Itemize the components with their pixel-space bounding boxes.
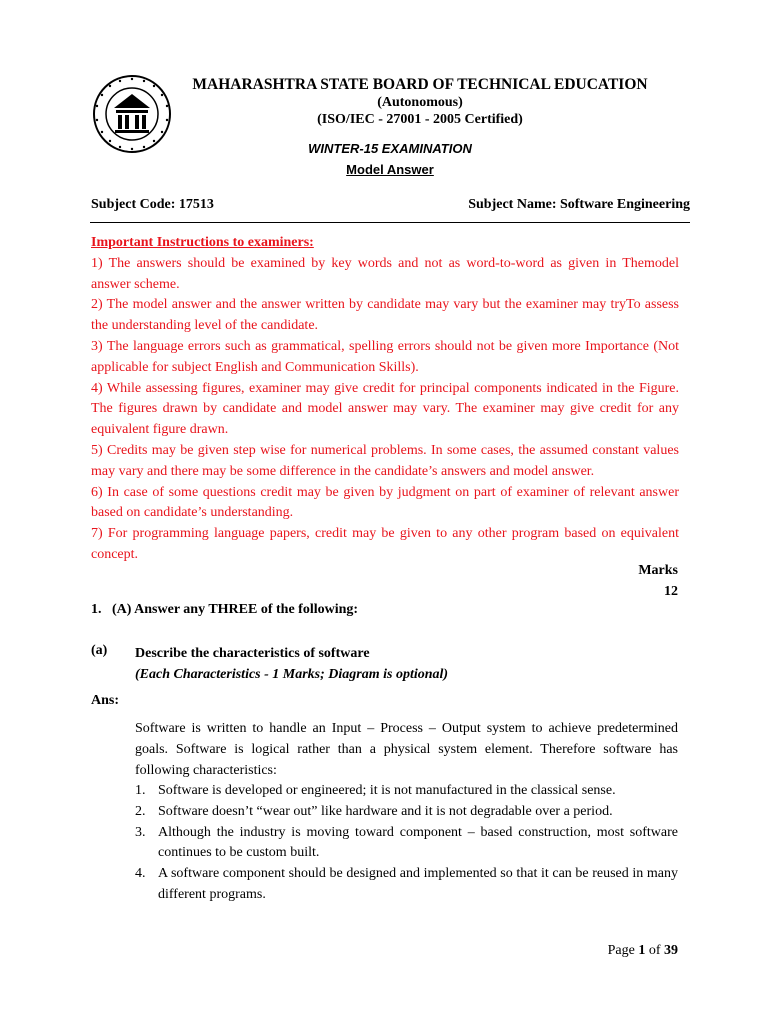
header-divider: [90, 222, 690, 223]
list-item-text: A software component should be designed and implemented so that it can be reused in many different programs.: [158, 866, 678, 902]
board-title: MAHARASHTRA STATE BOARD OF TECHNICAL EDUCATION: [192, 76, 648, 93]
subquestion-title: Describe the characteristics of software: [135, 646, 370, 661]
instruction-item: 5) Credits may be given step wise for numerical problems. In some cases, the assumed constant values may vary and there may be some difference in the candidate’s answers and model answer.: [91, 442, 679, 479]
list-item: [135, 802, 678, 823]
certification-label: (ISO/IEC - 27001 - 2005 Certified): [317, 112, 523, 127]
autonomous-label: (Autonomous): [377, 95, 463, 110]
list-item-number: 3.: [135, 824, 146, 840]
marks-block: [638, 560, 678, 602]
characteristics-list: [135, 781, 678, 906]
question-heading: 1. (A) Answer any THREE of the following:: [91, 602, 359, 617]
instruction-item: 1) The answers should be examined by key words and not as word-to-word as given in Themodel answer scheme.: [91, 255, 679, 292]
marks-label: Marks: [638, 563, 678, 578]
subject-code: Subject Code: 17513: [91, 197, 214, 212]
exam-title: WINTER-15 EXAMINATION: [308, 141, 472, 156]
page-of: of: [645, 943, 664, 958]
instruction-item: 2) The model answer and the answer written by candidate may vary but the examiner may tryTo assess the understanding level of the candidate.: [91, 297, 679, 334]
instruction-item: 6) In case of some questions credit may be given by judgment on part of examiner of relevant answer based on candidate’s understanding.: [91, 484, 679, 521]
list-item-text: Although the industry is moving toward component – based construction, most software continues to be custom built.: [158, 824, 678, 861]
instruction-item: 7) For programming language papers, credit may be given to any other program based on equivalent concept.: [91, 526, 679, 562]
list-item-number: 2.: [135, 803, 146, 819]
list-item: [135, 823, 678, 865]
answer-intro: Software is written to handle an Input – Process – Output system to achieve predetermined goals. Software is logical rather than a physical system element. Therefore software has following characteristics:: [135, 721, 678, 778]
page-total: 39: [664, 943, 678, 958]
subject-name: Subject Name: Software Engineering: [468, 197, 690, 212]
page-number: [608, 943, 678, 959]
examiner-instructions: [91, 233, 679, 566]
list-item: [135, 781, 678, 802]
list-item-number: 4.: [135, 866, 146, 882]
page-prefix: Page: [607, 943, 639, 958]
subquestion-marking-note: (Each Characteristics - 1 Marks; Diagram is optional): [135, 667, 449, 682]
marks-value: 12: [664, 584, 678, 599]
list-item-text: Software is developed or engineered; it is not manufactured in the classical sense.: [158, 783, 616, 798]
model-answer-title: Model Answer: [346, 162, 434, 177]
answer-label: Ans:: [91, 693, 120, 708]
instruction-item: 3) The language errors such as grammatical, spelling errors should not be given more Importance (Not applicable for subject English and Communication Skills).: [91, 338, 679, 375]
subquestion-label: (a): [91, 643, 108, 658]
list-item-text: Software doesn’t “wear out” like hardware and it is not degradable over a period.: [158, 803, 613, 819]
subquestion: [135, 643, 448, 685]
list-item-number: 1.: [135, 783, 146, 798]
instructions-title: Important Instructions to examiners:: [91, 235, 314, 250]
list-item: [135, 864, 678, 906]
page-current: 1: [638, 943, 646, 958]
instruction-item: 4) While assessing figures, examiner may give credit for principal components indicated in the Figure. The figures drawn by candidate and model answer may vary. The examiner may give credit for any equivalent figure drawn.: [91, 380, 679, 438]
